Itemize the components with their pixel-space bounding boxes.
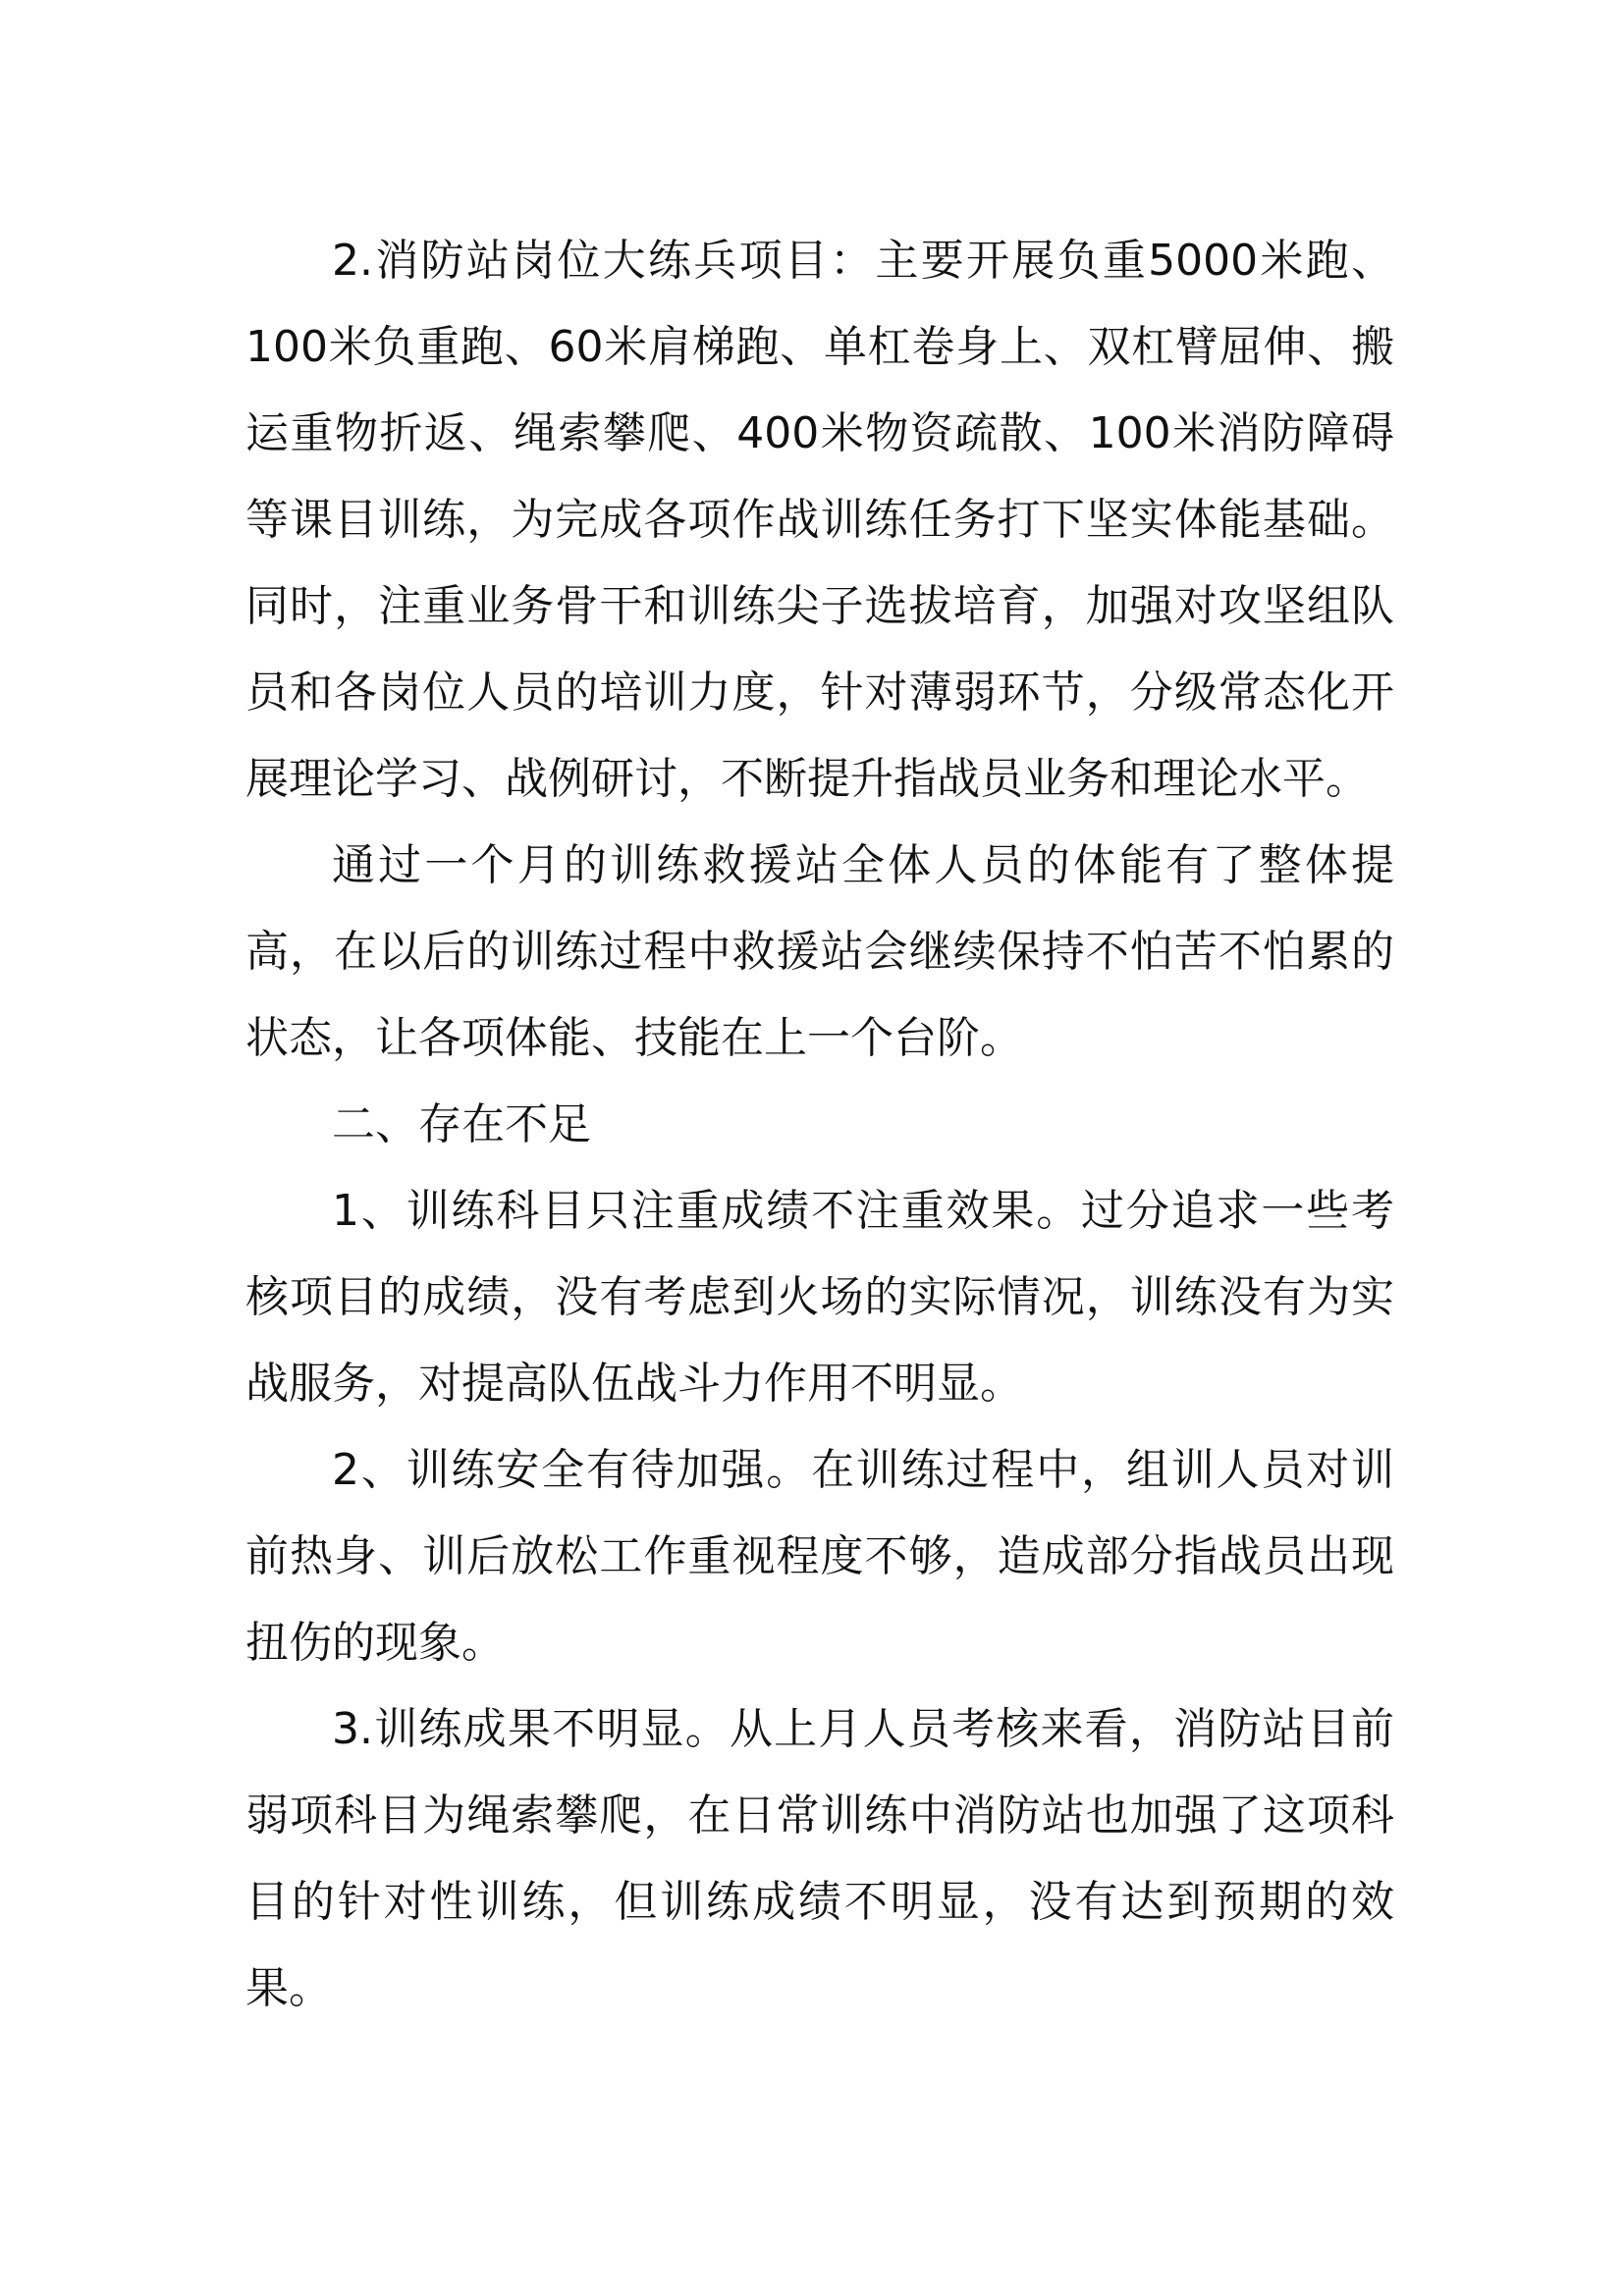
paragraph-training-result: 通过一个月的训练救援站全体人员的体能有了整体提高，在以后的训练过程中救援站会继续保持不怕苦不怕累的状态，让各项体能、技能在上一个台阶。 [245,840,1394,1063]
document-body [245,218,1394,2032]
section-heading-shortcomings: 二、存在不足 [332,1099,591,1149]
paragraph-shortcoming-3: 3.训练成果不明显。从上月人员考核来看，消防站目前弱项科目为绳索攀爬，在日常训练中消防站也加强了这项科目的针对性训练，但训练成绩不明显，没有达到预期的效果。 [245,1704,1394,2013]
paragraph-shortcoming-2: 2、训练安全有待加强。在训练过程中，组训人员对训前热身、训后放松工作重视程度不够，造成部分指战员出现扭伤的现象。 [245,1445,1394,1668]
paragraph-shortcoming-1: 1、训练科目只注重成绩不注重效果。过分追求一些考核项目的成绩，没有考虑到火场的实际情况，训练没有为实战服务，对提高队伍战斗力作用不明显。 [245,1186,1394,1409]
paragraph-drill-items: 2.消防站岗位大练兵项目：主要开展负重5000米跑、100米负重跑、60米肩梯跑、单杠卷身上、双杠臂屈伸、搬运重物折返、绳索攀爬、400米物资疏散、100米消防障碍等课目训练，为完成各项作战训练任务打下坚实体能基础。同时，注重业务骨干和训练尖子选拔培育，加强对攻坚组队员和各岗位人员的培训力度，针对薄弱环节，分级常态化开展理论学习、战例研讨，不断提升指战员业务和理论水平。 [245,236,1394,804]
